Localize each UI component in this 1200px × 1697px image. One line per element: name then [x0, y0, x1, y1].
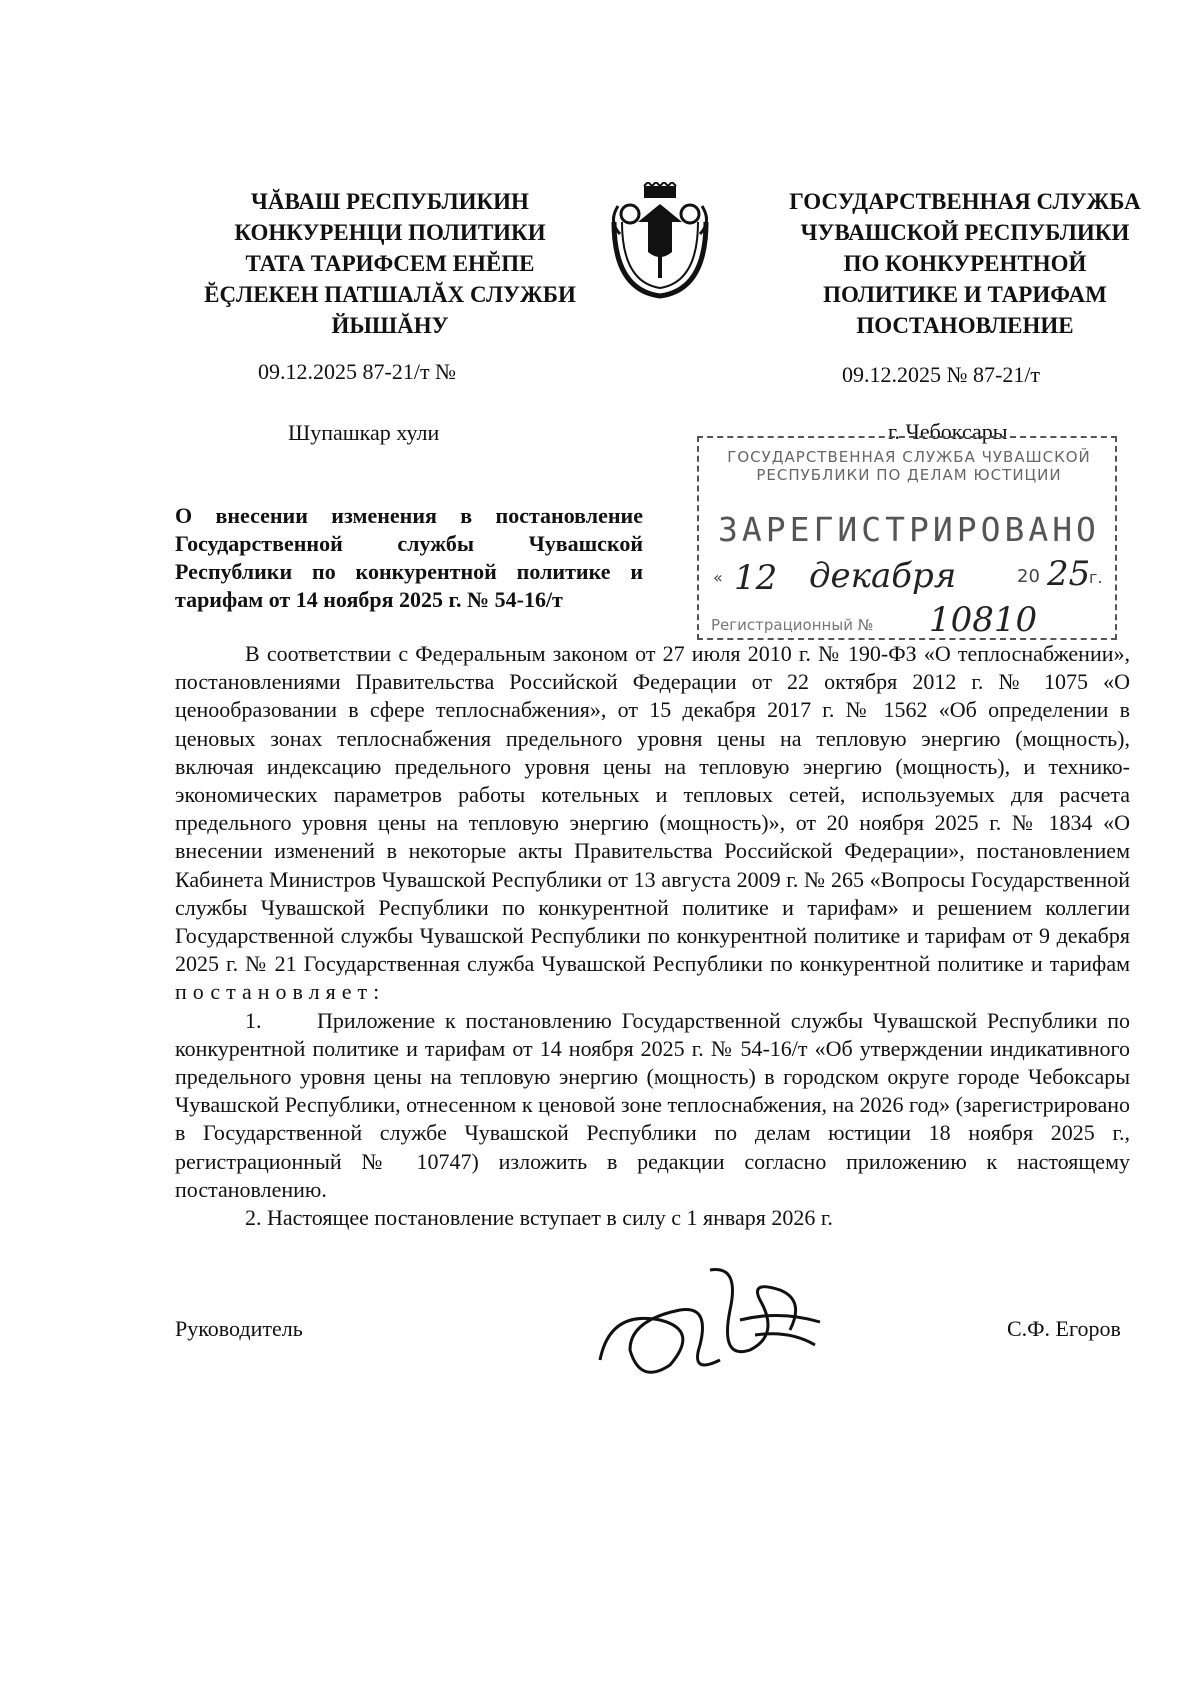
stamp-org-line: ГОСУДАРСТВЕННАЯ СЛУЖБА ЧУВАШСКОЙ: [727, 448, 1091, 466]
header-chuvash: [190, 186, 590, 341]
header-line: ГОСУДАРСТВЕННАЯ СЛУЖБА: [789, 189, 1141, 214]
item-1-text: Приложение к постановлению Государственной службы Чувашской Республики по конкурентной политике и тарифам от 14 ноября 2025 г. № 54-16/т «Об утверждении индикативного предельного уровня цены на тепловую энергию (мощность) в городском округе городе Чебоксары Чувашской Республики, отнесенном к ценовой зоне теплоснабжения, на 2026 год» (зарегистрировано в Государственной службе Чувашской Республики по делам юстиции 18 ноября 2025 г., регистрационный № 10747) изложить в редакции согласно приложению к настоящему постановлению.: [175, 1007, 1130, 1202]
document-title: [175, 502, 643, 614]
title-line: О внесении изменения в постановление: [175, 503, 643, 528]
stamp-day: 12: [734, 558, 778, 598]
header-line: ЙЫШĂНУ: [331, 313, 449, 338]
signatory-name: С.Ф. Егоров: [1007, 1316, 1121, 1341]
stamp-number: 10810: [929, 600, 1038, 640]
document-body: [175, 640, 1130, 1232]
header-line: ПОСТАНОВЛЕНИЕ: [856, 313, 1074, 338]
stamp-organization: [707, 448, 1111, 484]
registration-stamp: [697, 436, 1117, 640]
coat-of-arms-emblem: [600, 182, 720, 302]
title-line: Государственной службы Чувашской: [175, 531, 643, 556]
header-line: КОНКУРЕНЦИ ПОЛИТИКИ: [234, 220, 546, 245]
title-line: Республики по конкурентной политике и: [175, 559, 643, 584]
item-1-paragraph: [175, 1007, 1130, 1204]
preamble-text: В соответствии с Федеральным законом от 27 июля 2010 г. № 190-ФЗ «О теплоснабжении», постановлениями Правительства Российской Федерации от 22 октября 2012 г. № 1075 «О ценообразовании в сфере теплоснабжения», от 15 декабря 2017 г. № 1562 «Об определении в ценовых зонах теплоснабжения предельного уровня цены на тепловую энергию (мощность), включая индексацию предельного уровня цены на тепловую энергию (мощность), и технико-экономических параметров работы котельных и тепловых сетей, используемых для расчета предельного уровня цены на тепловую энергию (мощность)», от 20 ноября 2025 г. № 1834 «О внесении изменений в некоторые акты Правительства Российской Федерации», постановлением Кабинета Министров Чувашской Республики от 13 августа 2009 г. № 265 «Вопросы Государственной службы Чувашской Республики по конкурентной политике и тарифам» и решением коллегии Государственной службы Чувашской Республики по конкурентной политике и тарифам от 9 декабря 2025 г. № 21 Государственная служба Чувашской Республики по конкурентной политике и тарифам: [175, 641, 1130, 977]
stamp-year-mark: г.: [1089, 568, 1103, 587]
item-1-number: 1.: [245, 1007, 262, 1033]
stamp-registered: ЗАРЕГИСТРИРОВАНО: [718, 510, 1100, 549]
header-line: ЧУВАШСКОЙ РЕСПУБЛИКИ: [800, 220, 1130, 245]
stamp-number-label: Регистрационный №: [711, 616, 874, 634]
handwritten-signature: [590, 1250, 830, 1390]
title-line: тарифам от 14 ноября 2025 г. № 54-16/т: [175, 587, 563, 612]
header-russian: [755, 186, 1175, 341]
stamp-year-prefix: 20: [1017, 566, 1040, 587]
date-number-russian: 09.12.2025 № 87-21/т: [842, 362, 1041, 387]
stamp-org-line: РЕСПУБЛИКИ ПО ДЕЛАМ ЮСТИЦИИ: [756, 466, 1062, 484]
header-line: ПО КОНКУРЕНТНОЙ: [843, 251, 1087, 276]
header-line: ЧĂВАШ РЕСПУБЛИКИН: [251, 189, 529, 214]
signatory-position: Руководитель: [175, 1316, 303, 1341]
city-chuvash: Шупашкар хули: [288, 420, 440, 445]
stamp-quote: «: [713, 568, 723, 587]
date-number-chuvash: 09.12.2025 87-21/т №: [258, 359, 457, 384]
header-line: ТАТА ТАРИФСЕМ ЕНĔПЕ: [245, 251, 535, 276]
decree-word: постановляет:: [175, 979, 386, 1005]
preamble-paragraph: [175, 640, 1130, 1007]
header-line: ПОЛИТИКЕ И ТАРИФАМ: [823, 282, 1107, 307]
stamp-year-suffix: 25: [1047, 554, 1091, 594]
city-russian: г. Чебоксары: [888, 419, 1008, 444]
item-2-paragraph: 2. Настоящее постановление вступает в силу с 1 января 2026 г.: [245, 1205, 833, 1231]
stamp-month: декабря: [809, 556, 957, 596]
header-line: ĔÇЛЕКЕН ПАТШАЛĂХ СЛУЖБИ: [204, 282, 576, 307]
